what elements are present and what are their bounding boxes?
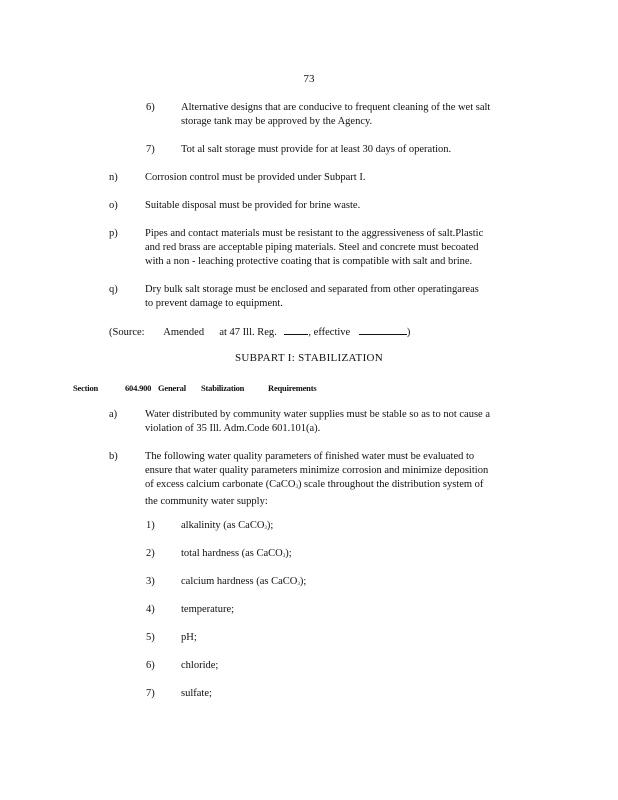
source-prefix: (Source: — [109, 327, 145, 338]
param-5-text: pH; — [181, 632, 197, 643]
param-6-text: chloride; — [181, 660, 219, 671]
item-q-text — [145, 283, 479, 311]
subpart-heading: SUBPART I: STABILIZATION — [234, 352, 384, 364]
page-number: 73 — [303, 73, 315, 85]
item-p-text — [145, 227, 483, 269]
param-6-number: 6) — [146, 660, 155, 671]
item-7-number: 7) — [146, 144, 155, 155]
subsection-b-text — [145, 450, 488, 509]
param-1-close: ); — [266, 520, 274, 531]
item-q-line-2: to prevent damage to equipment. — [145, 298, 283, 309]
item-7-text: Tot al salt storage must provide for at least 30 days of operation. — [181, 144, 452, 155]
section-title-word-1: General — [158, 383, 186, 393]
item-6-number: 6) — [146, 102, 155, 113]
section-number: 604.900 — [125, 383, 152, 393]
subsection-b-line-4: the community water supply: — [145, 496, 268, 507]
param-3-close: ); — [299, 576, 307, 587]
item-6-line-2: storage tank may be approved by the Agency. — [181, 116, 373, 127]
subsection-b-line-1: The following water quality parameters of finished water must be evaluated to — [145, 451, 475, 462]
item-n-text: Corrosion control must be provided under Subpart I. — [145, 172, 366, 183]
register-number-blank — [284, 325, 308, 335]
item-o-text: Suitable disposal must be provided for brine waste. — [145, 200, 361, 211]
param-4-text: temperature; — [181, 604, 235, 615]
subsection-a-line-2: violation of 35 Ill. Adm.Code 601.101(a). — [145, 423, 321, 434]
item-6-line-1: Alternative designs that are conducive to frequent cleaning of the wet salt — [181, 102, 491, 113]
subsection-a-line-1: Water distributed by community water supplies must be stable so as to not cause a — [145, 409, 490, 420]
source-amended: Amended — [163, 327, 205, 338]
subsection-b-line-3 — [145, 478, 488, 495]
section-label: Section — [73, 383, 99, 393]
subsection-b-line-3-start: of excess calcium carbonate (CaCO — [145, 479, 296, 490]
param-2-subscript: 3 — [282, 554, 286, 559]
subsection-b-line-2: ensure that water quality parameters minimize corrosion and minimize deposition — [145, 465, 489, 476]
param-7-text: sulfate; — [181, 688, 212, 699]
param-4-number: 4) — [146, 604, 155, 615]
param-2-number: 2) — [146, 548, 155, 559]
item-p-line-3: with a non - leaching protective coating that is compatible with salt and brine. — [145, 256, 473, 267]
section-title-word-3: Requirements — [268, 383, 317, 393]
param-1-number: 1) — [146, 520, 155, 531]
param-1-text — [181, 519, 273, 536]
effective-date-blank — [359, 325, 407, 335]
item-p-letter: p) — [109, 228, 118, 239]
param-3-subscript: 3 — [297, 582, 300, 587]
subsection-a-text — [145, 408, 490, 436]
subsection-b-line-3-end: ) scale throughout the distribution system of — [297, 479, 484, 490]
param-2-label: total hardness (as CaCO — [181, 548, 283, 559]
param-1-subscript: 3 — [264, 526, 267, 531]
item-q-line-1: Dry bulk salt storage must be enclosed and separated from other operatingareas — [145, 284, 479, 295]
param-3-number: 3) — [146, 576, 155, 587]
item-n-letter: n) — [109, 172, 118, 183]
param-5-number: 5) — [146, 632, 155, 643]
source-effective: , effective — [308, 327, 351, 338]
source-note — [109, 325, 410, 340]
param-2-close: ); — [285, 548, 292, 559]
subsection-a-letter: a) — [109, 409, 118, 420]
source-close: ) — [406, 327, 411, 338]
subsection-b-letter: b) — [109, 451, 118, 462]
param-3-label: calcium hardness (as CaCO — [181, 576, 298, 587]
item-p-line-2: and red brass are acceptable piping materials. Steel and concrete must becoated — [145, 242, 479, 253]
section-title-word-2: Stabilization — [201, 383, 245, 393]
source-register: at 47 Ill. Reg. — [219, 327, 277, 338]
item-p-line-1: Pipes and contact materials must be resistant to the aggressiveness of salt.Plastic — [145, 228, 484, 239]
param-7-number: 7) — [146, 688, 155, 699]
item-q-letter: q) — [109, 284, 118, 295]
item-6-text — [181, 101, 490, 129]
param-2-text — [181, 547, 292, 564]
param-3-text — [181, 575, 306, 592]
item-o-letter: o) — [109, 200, 118, 211]
param-1-label: alkalinity (as CaCO — [181, 520, 265, 531]
caco3-subscript: 3 — [295, 485, 298, 490]
